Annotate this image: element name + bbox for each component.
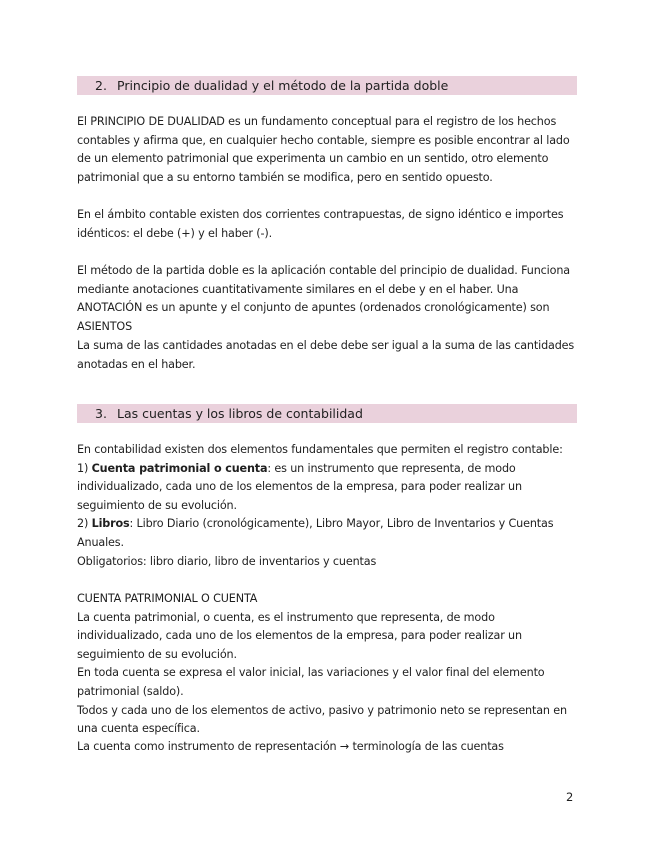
item-bold-label: Libros — [91, 517, 130, 531]
section-2-heading — [77, 76, 577, 95]
section-3-number: 3. — [95, 406, 107, 421]
cuenta-heading: CUENTA PATRIMONIAL O CUENTA — [77, 592, 258, 605]
cuenta-patrimonial-block — [77, 590, 582, 739]
paragraph-text: La suma de las cantidades anotadas en el debe debe ser igual a la suma de las cantidades anotadas en el haber. — [77, 339, 575, 371]
section-3-heading — [77, 404, 577, 423]
item-prefix: 1) — [77, 461, 92, 475]
cuenta-line-1: La cuenta patrimonial, o cuenta, es el instrumento que representa, de modo individualizado, cada uno de los elementos de la empresa, para poder realizar un seguimiento de su evolución. — [77, 610, 522, 661]
mandatory-books-line: Obligatorios: libro diario, libro de inventarios y cuentas — [77, 554, 377, 568]
section-3-title: Las cuentas y los libros de contabilidad — [117, 406, 363, 421]
page-number: 2 — [566, 790, 574, 804]
item-text: : es un instrumento que representa, de modo individualizado, cada uno de los elementos de la empresa, para poder realizar un seguimiento de su evolución. — [77, 461, 522, 512]
paragraph-text: En el ámbito contable existen dos corrientes contrapuestas, de signo idéntico e importes idénticos: el debe (+) y el haber (-). — [77, 208, 564, 240]
paragraph-text: El PRINCIPIO DE DUALIDAD es un fundamento conceptual para el registro de los hechos contables y afirma que, en cualquier hecho contable, siempre es posible encontrar al lado de un elemento patrimonial que experimenta un cambio en un sentido, otro elemento patrimonial que a su entorno también se modifica, pero en sentido opuesto. — [77, 115, 570, 184]
section-2-title: Principio de dualidad y el método de la partida doble — [117, 78, 449, 93]
item-bold-label: Cuenta patrimonial o cuenta — [91, 461, 268, 475]
list-item-libros — [77, 515, 582, 552]
section-3-intro: En contabilidad existen dos elementos fundamentales que permiten el registro contable: — [77, 443, 563, 456]
cuenta-line-3: Todos y cada uno de los elementos de activo, pasivo y patrimonio neto se representan en una cuenta específica. — [77, 703, 567, 736]
balance-rule-paragraph — [77, 337, 582, 374]
dualidad-definition-paragraph — [77, 113, 582, 187]
section-2-number: 2. — [95, 78, 107, 93]
item-text: : Libro Diario (cronológicamente), Libro Mayor, Libro de Inventarios y Cuentas Anuales. — [77, 517, 554, 549]
cuenta-line-2: En toda cuenta se expresa el valor inicial, las variaciones y el valor final del elemento patrimonial (saldo). — [77, 666, 545, 698]
paragraph-text: El método de la partida doble es la aplicación contable del principio de dualidad. Funciona mediante anotaciones cuantitativamente similares en el debe y en el haber. Una ANOTACIÓN es un apunte y el conjunto de apuntes (ordenados cronológicamente) son ASIENTOS — [77, 264, 570, 333]
debe-haber-paragraph — [77, 206, 582, 243]
partida-doble-paragraph — [77, 262, 582, 336]
terminology-line: La cuenta como instrumento de representación → terminología de las cuentas — [77, 740, 504, 753]
item-prefix: 2) — [77, 517, 92, 531]
section-3-content — [77, 441, 582, 571]
list-item-cuenta — [77, 460, 582, 516]
